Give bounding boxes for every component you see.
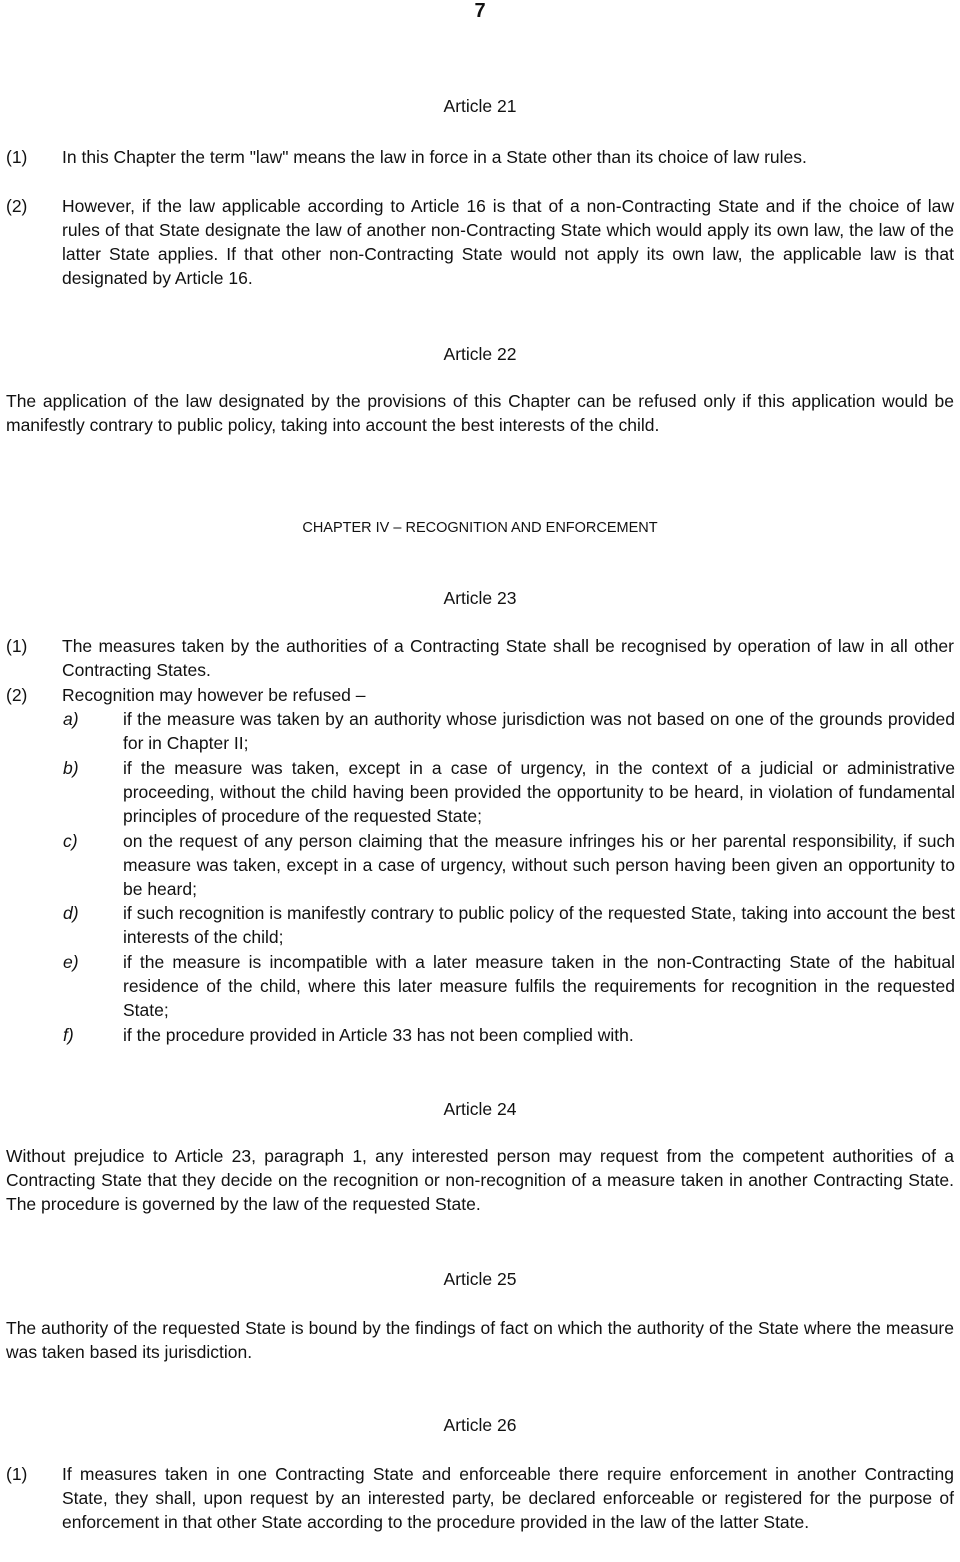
subitem-letter: d) [63, 903, 79, 923]
subitem-text: on the request of any person claiming that the measure infringes his or her parental responsibility, if such measure was taken, except in a case of urgency, without such person having been given an opportunity to be heard; [123, 831, 955, 899]
article-23-subitem-b [63, 756, 955, 828]
article-23-item-1 [6, 634, 954, 682]
article-24-text: Without prejudice to Article 23, paragraph 1, any interested person may request from the competent authorities of a Contracting State that they decide on the recognition or non-recognition of a measure taken in another Contracting State. The procedure is governed by the law of the requested State. [6, 1146, 954, 1214]
item-number: (2) [6, 196, 28, 216]
article-23-subitem-d [63, 901, 955, 949]
item-text: The measures taken by the authorities of a Contracting State shall be recognised by operation of law in all other Contracting States. [62, 636, 954, 680]
article-26-heading: Article 26 [443, 1415, 517, 1435]
item-text: However, if the law applicable according to Article 16 is that of a non-Contracting State and if the choice of law rules of that State designate the law of another non-Contracting State which would apply its own law, the law of the latter State applies. If that other non-Contracting State would not apply its own law, the applicable law is that designated by Article 16. [62, 196, 954, 288]
article-22-text: The application of the law designated by the provisions of this Chapter can be refused only if this application would be manifestly contrary to public policy, taking into account the best interests of the child. [6, 391, 954, 435]
item-number: (1) [6, 1464, 28, 1484]
subitem-text: if such recognition is manifestly contrary to public policy of the requested State, taking into account the best interests of the child; [123, 903, 955, 947]
item-text: In this Chapter the term "law" means the law in force in a State other than its choice of law rules. [62, 147, 807, 167]
article-23-subitem-e [63, 950, 955, 1022]
article-21-heading: Article 21 [443, 96, 517, 116]
article-23-heading: Article 23 [443, 588, 517, 608]
article-25-heading: Article 25 [443, 1269, 517, 1289]
item-text: If measures taken in one Contracting State and enforceable there require enforcement in another Contracting State, they shall, upon request by an interested party, be declared enforceable or registered for the purpose of enforcement in that other State according to the procedure provided in the law of the latter State. [62, 1464, 954, 1532]
chapter-heading: CHAPTER IV – RECOGNITION AND ENFORCEMENT [302, 520, 658, 536]
subitem-letter: f) [63, 1025, 74, 1045]
subitem-letter: a) [63, 709, 79, 729]
subitem-text: if the measure was taken by an authority whose jurisdiction was not based on one of the grounds provided for in Chapter II; [123, 709, 955, 753]
item-number: (1) [6, 636, 28, 656]
article-23-subitem-c [63, 829, 955, 901]
item-number: (1) [6, 147, 28, 167]
article-23-item-2 [6, 683, 954, 707]
article-23-subitem-a [63, 707, 955, 755]
item-number: (2) [6, 685, 28, 705]
subitem-text: if the procedure provided in Article 33 has not been complied with. [123, 1025, 634, 1045]
article-22-heading: Article 22 [443, 344, 517, 364]
article-21-item-1 [6, 145, 954, 169]
subitem-letter: e) [63, 952, 79, 972]
subitem-letter: c) [63, 831, 78, 851]
article-23-subitem-f [63, 1023, 955, 1047]
article-25-text: The authority of the requested State is bound by the findings of fact on which the authority of the State where the measure was taken based its jurisdiction. [6, 1318, 954, 1362]
subitem-letter: b) [63, 758, 79, 778]
article-26-item-1 [6, 1462, 954, 1534]
article-21-item-2 [6, 194, 954, 290]
item-text: Recognition may however be refused – [62, 685, 366, 705]
subitem-text: if the measure was taken, except in a case of urgency, in the context of a judicial or administrative proceeding, without the child having been provided the opportunity to be heard, in violation of fundamental principles of procedure of the requested State; [123, 758, 955, 826]
article-24-heading: Article 24 [443, 1099, 517, 1119]
subitem-text: if the measure is incompatible with a later measure taken in the non-Contracting State of the habitual residence of the child, where this later measure fulfils the requirements for recognition in the requested State; [123, 952, 955, 1020]
page-number: 7 [474, 0, 486, 22]
